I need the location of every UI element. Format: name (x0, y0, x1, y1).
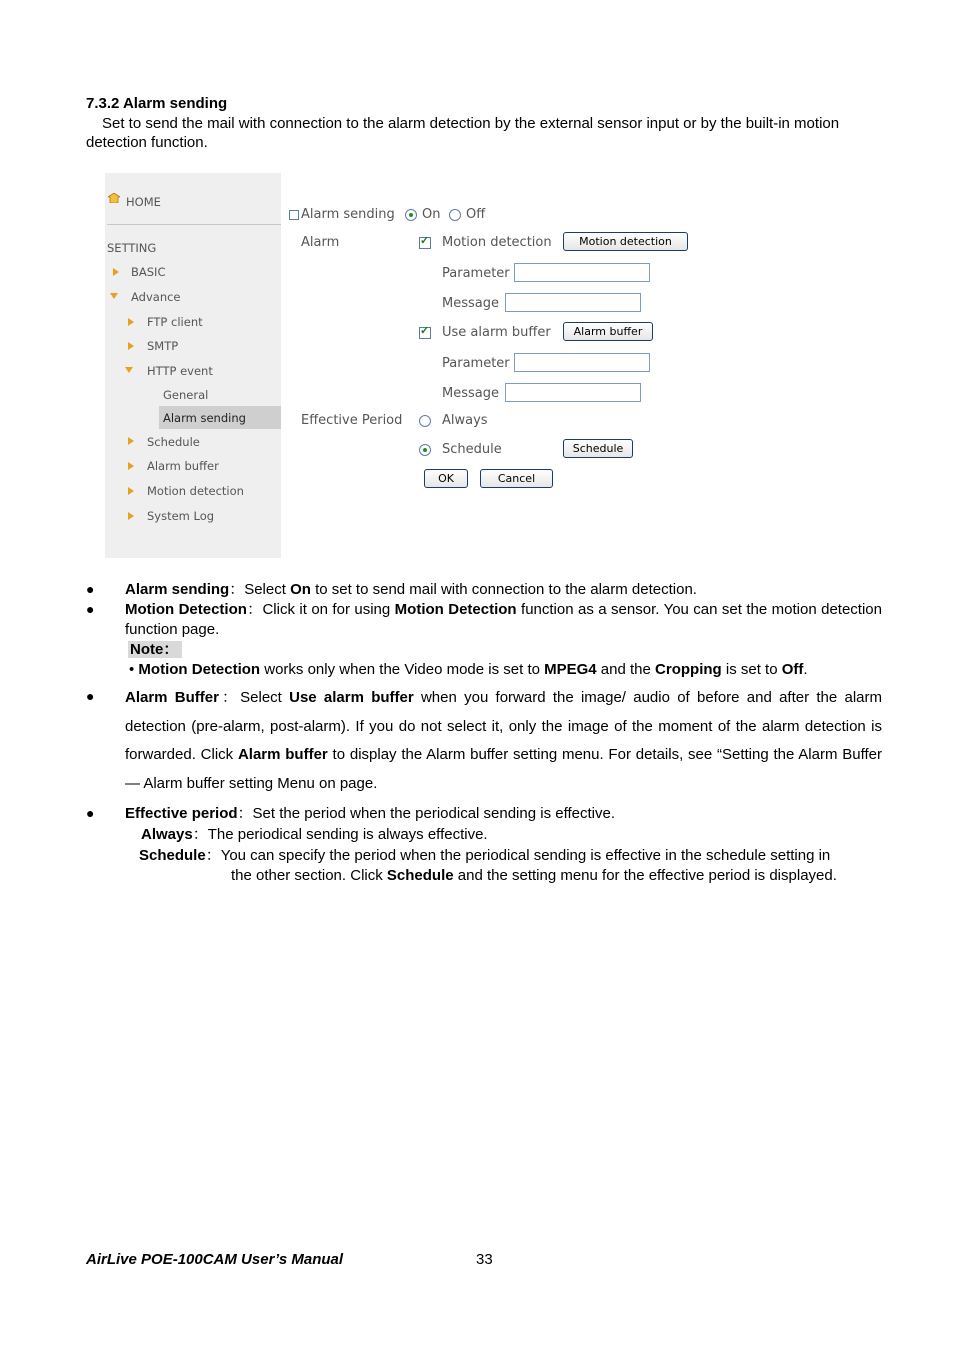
footer-manual-title: AirLive POE-100CAM User’s Manual (86, 1251, 344, 1268)
alarm-sending-label: Alarm sending (301, 207, 395, 222)
parameter-field-2[interactable] (514, 353, 650, 372)
bullet-motion-detection: Motion Detection：Click it on for using Motion Detection function as a sensor. You can set the motion detection function page. (125, 601, 882, 638)
sidebar-item-advance[interactable]: Advance (131, 290, 181, 304)
arrow-right-icon (128, 437, 134, 445)
arrow-right-icon (128, 487, 134, 495)
arrow-right-icon (128, 462, 134, 470)
always-label: Always (442, 413, 488, 428)
sidebar-item-alarm-buffer[interactable]: Alarm buffer (147, 459, 219, 473)
alarm-sending-off-radio[interactable] (449, 209, 461, 221)
schedule-description-cont: the other section. Click Schedule and the setting menu for the effective period is displayed. (231, 867, 837, 884)
parameter-field-1[interactable] (514, 263, 650, 282)
sidebar-divider (107, 224, 281, 225)
effective-period-label: Effective Period (301, 413, 403, 428)
note-text: • Motion Detection works only when the Video mode is set to MPEG4 and the Cropping is set to Off. (129, 661, 808, 678)
intro-paragraph: Set to send the mail with connection to the alarm detection by the external sensor input or by the built-in motion detection function. (86, 115, 840, 151)
alarm-label: Alarm (301, 235, 340, 250)
motion-detection-button[interactable]: Motion detection (563, 232, 688, 251)
use-alarm-buffer-label: Use alarm buffer (442, 325, 551, 340)
bullet-dot: ● (86, 688, 95, 704)
bullet-alarm-buffer: Alarm Buffer：Select Use alarm buffer when you forward the image/ audio of before and after the alarm detection (pre-alarm, post-alarm). If you do not select it, only the image of the moment of the alarm detection is forwarded. Click Alarm buffer to display the Alarm buffer setting menu. For details, see “Setting the Alarm Buffer — Alarm buffer setting Menu on page. (125, 689, 883, 792)
sidebar-item-basic[interactable]: BASIC (131, 265, 166, 279)
parameter-label-1: Parameter (442, 266, 510, 281)
sidebar-item-general[interactable]: General (163, 388, 209, 402)
schedule-radio[interactable] (419, 444, 431, 456)
message-label-1: Message (442, 296, 499, 311)
message-field-1[interactable] (505, 293, 641, 312)
bullet-dot: ● (86, 805, 95, 821)
cancel-button[interactable]: Cancel (480, 469, 553, 488)
sidebar-item-motion-detection[interactable]: Motion detection (147, 484, 244, 498)
arrow-down-icon (125, 367, 133, 373)
schedule-description: Schedule：You can specify the period when the periodical sending is effective in the schedule setting in (139, 847, 831, 864)
arrow-right-icon (113, 268, 119, 276)
arrow-right-icon (128, 318, 134, 326)
sidebar-item-system-log[interactable]: System Log (147, 509, 215, 523)
bullet-dot: ● (86, 601, 95, 617)
always-radio[interactable] (419, 415, 431, 427)
note-label: Note： (128, 640, 182, 660)
page-number: 33 (476, 1251, 493, 1268)
sidebar-home-link[interactable]: HOME (126, 195, 161, 209)
motion-detection-checkbox[interactable] (419, 237, 431, 249)
bullet-dot: ● (86, 581, 95, 597)
use-alarm-buffer-checkbox[interactable] (419, 327, 431, 339)
schedule-label: Schedule (442, 442, 502, 457)
sidebar-item-schedule[interactable]: Schedule (147, 435, 200, 449)
schedule-button[interactable]: Schedule (563, 439, 633, 458)
message-label-2: Message (442, 386, 499, 401)
home-icon (108, 193, 120, 203)
arrow-right-icon (128, 512, 134, 520)
square-bullet-icon (289, 210, 299, 220)
motion-detection-label: Motion detection (442, 235, 552, 250)
message-field-2[interactable] (505, 383, 641, 402)
ok-button[interactable]: OK (424, 469, 468, 488)
alarm-buffer-button[interactable]: Alarm buffer (563, 322, 653, 341)
arrow-right-icon (128, 342, 134, 350)
always-description: Always：The periodical sending is always effective. (141, 826, 488, 843)
bullet-effective-period: Effective period：Set the period when the periodical sending is effective. (125, 805, 616, 822)
sidebar-setting-heading: SETTING (107, 241, 157, 255)
arrow-down-icon (110, 293, 118, 299)
sidebar-item-alarm-sending[interactable]: Alarm sending (163, 411, 246, 425)
sidebar-item-ftp-client[interactable]: FTP client (147, 315, 203, 329)
off-label: Off (466, 207, 486, 222)
on-label: On (422, 207, 441, 222)
section-title: 7.3.2 Alarm sending (86, 95, 228, 112)
bullet-alarm-sending: Alarm sending：Select On to set to send mail with connection to the alarm detection. (125, 581, 697, 598)
sidebar-item-http-event[interactable]: HTTP event (147, 364, 213, 378)
alarm-sending-on-radio[interactable] (405, 209, 417, 221)
parameter-label-2: Parameter (442, 356, 510, 371)
sidebar-item-smtp[interactable]: SMTP (147, 339, 179, 353)
